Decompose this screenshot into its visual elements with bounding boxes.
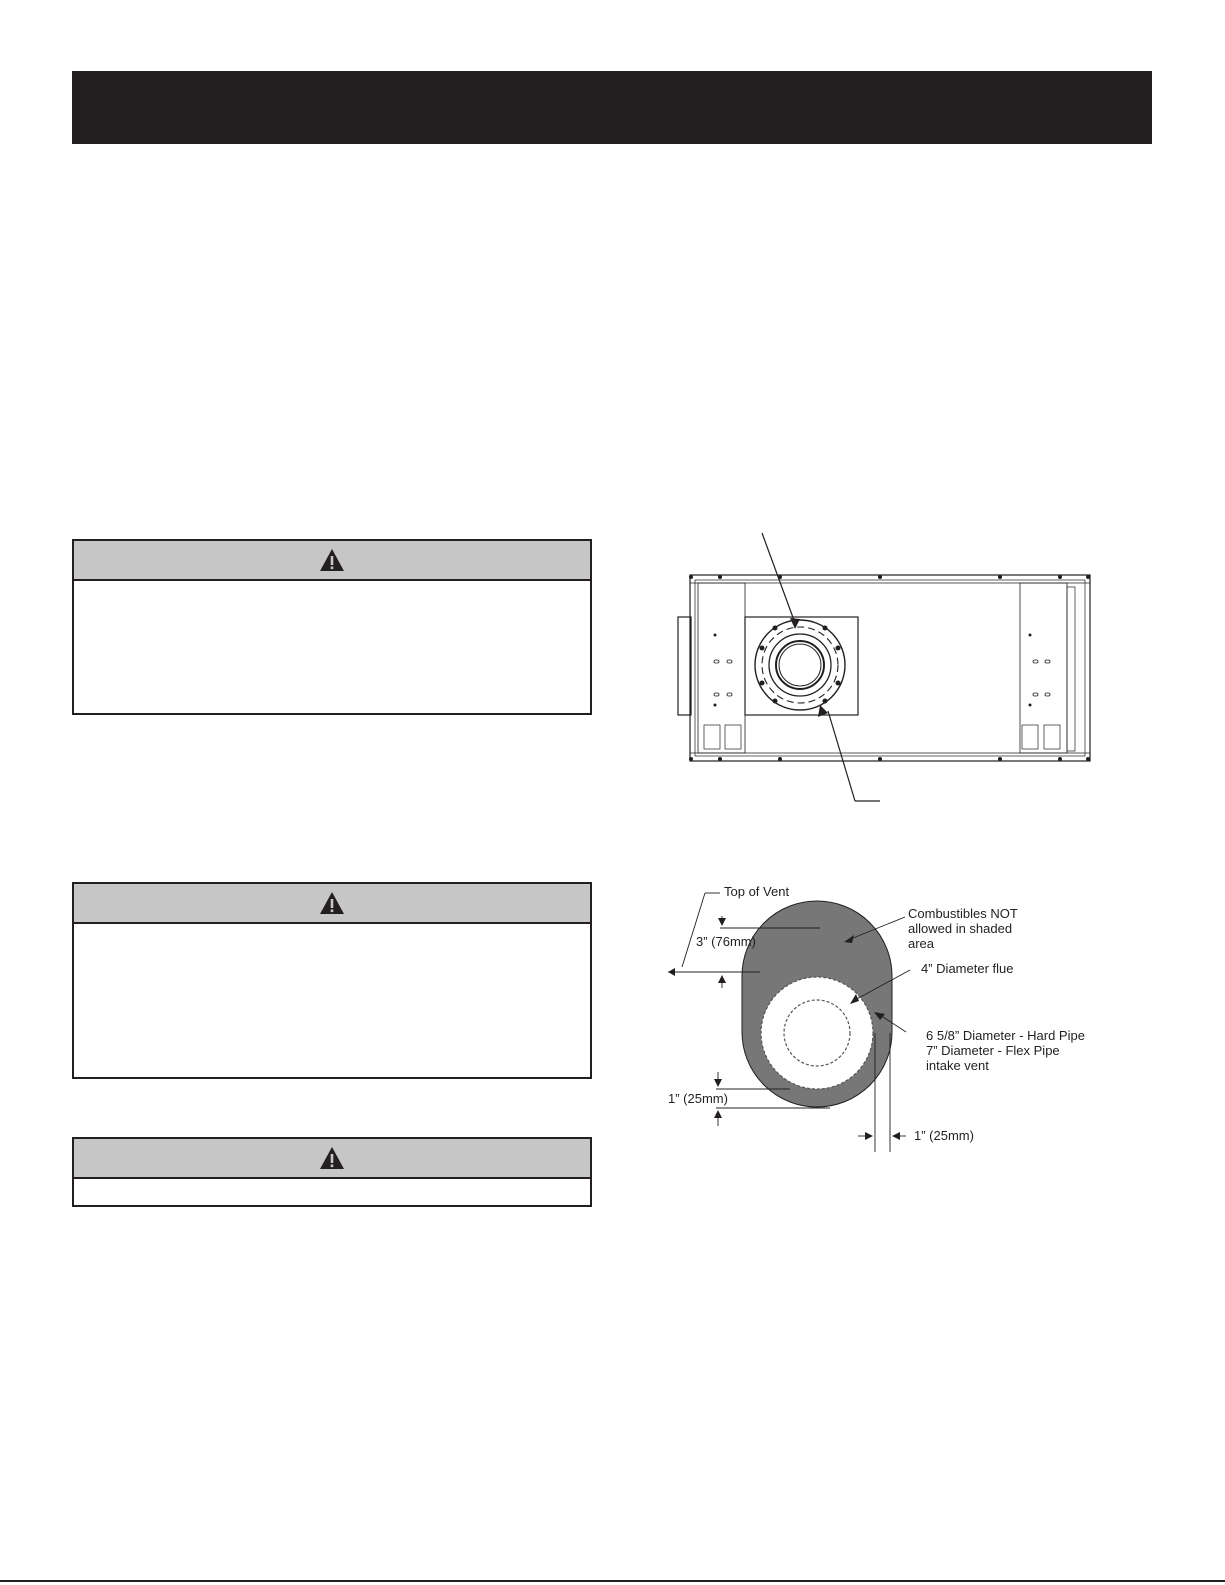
bottom-clearance-label: 1” (25mm) — [668, 1091, 728, 1106]
intake-label-line3: intake vent — [926, 1058, 989, 1073]
flue-collar — [776, 641, 824, 689]
vent-plate — [745, 617, 858, 715]
combustibles-label-line2: allowed in shaded — [908, 921, 1013, 936]
warning-body — [74, 924, 590, 1079]
appliance-top-view-diagram — [670, 525, 1110, 815]
warning-header — [74, 884, 590, 924]
warning-triangle-icon — [319, 548, 345, 572]
flue-circle — [784, 1000, 850, 1066]
intake-label-line1: 6 5/8” Diameter - Hard Pipe — [926, 1028, 1085, 1043]
vent-clearance-diagram — [660, 880, 1120, 1160]
warning-triangle-icon — [319, 891, 345, 915]
warning-header — [74, 541, 590, 581]
footer-rule — [0, 1580, 1225, 1582]
intake-label-line2: 7” Diameter - Flex Pipe — [926, 1043, 1060, 1058]
warning-header — [74, 1139, 590, 1179]
top-of-vent-label: Top of Vent — [724, 884, 790, 899]
warning-body — [74, 581, 590, 715]
section-header-bar — [72, 71, 1152, 144]
combustibles-label-line3: area — [908, 936, 935, 951]
warning-box-3 — [72, 1137, 592, 1207]
top-clearance-label: 3” (76mm) — [696, 934, 756, 949]
warning-triangle-icon — [319, 1146, 345, 1170]
warning-box-1 — [72, 539, 592, 715]
warning-box-2 — [72, 882, 592, 1079]
side-clearance-label: 1” (25mm) — [914, 1128, 974, 1143]
flue-label: 4” Diameter flue — [921, 961, 1014, 976]
combustibles-label-line1: Combustibles NOT — [908, 906, 1018, 921]
appliance-outline — [690, 575, 1090, 761]
warning-body — [74, 1179, 590, 1207]
